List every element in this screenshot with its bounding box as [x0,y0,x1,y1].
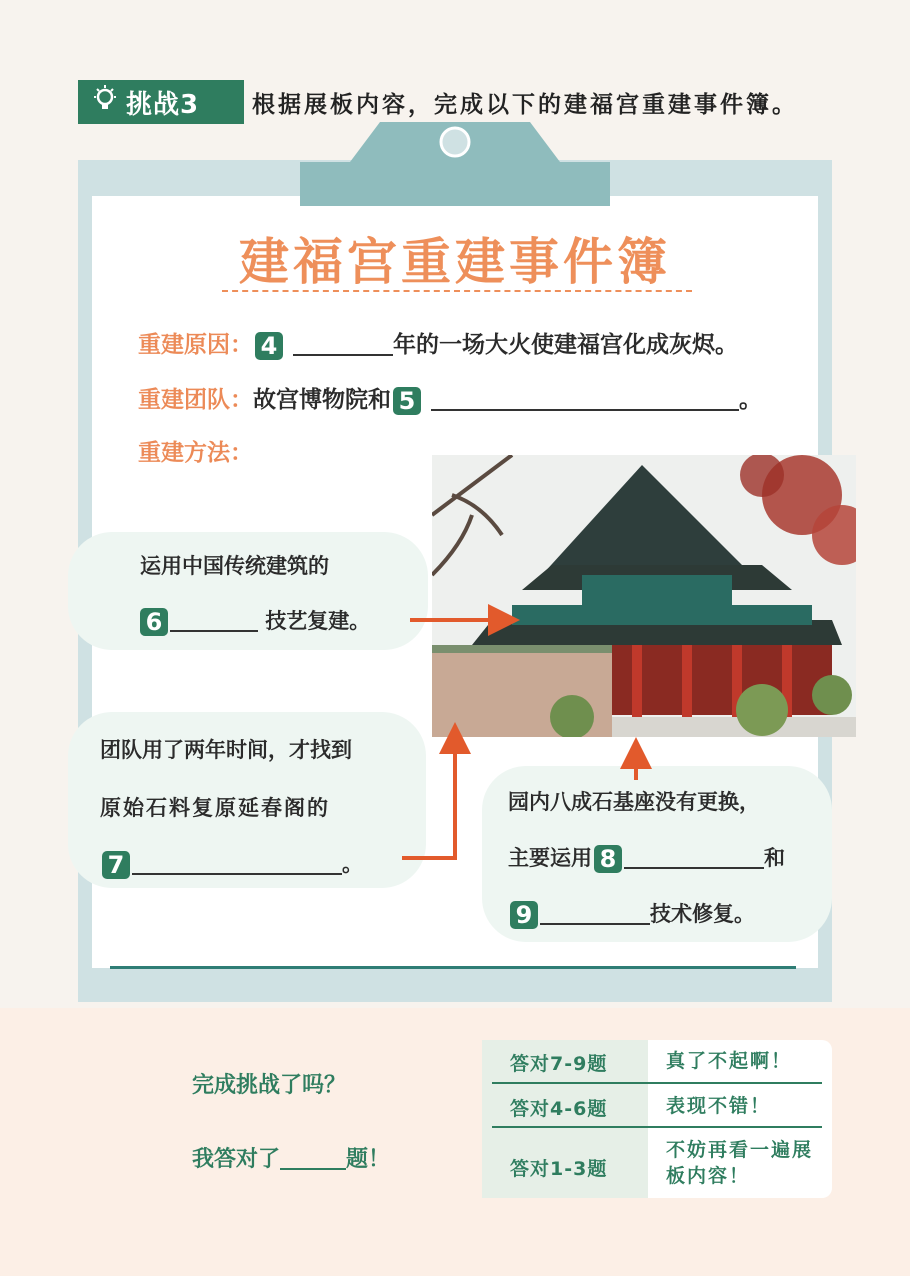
bubble2-line1: 团队用了两年时间，才找到 [100,738,352,762]
question-7-number: 7 [102,851,130,879]
team-label: 重建团队： [138,387,253,413]
question-prompt: 完成挑战了吗？ [192,1073,347,1098]
bubble2-line2: 原始石料复原延春阁的 [100,796,330,820]
reason-label: 重建原因： [138,332,253,358]
score-range-2: 答对4-6题 [510,1098,608,1120]
score-table-divider [492,1126,822,1128]
question-9-number: 9 [510,901,538,929]
bubble3-line2-text: 主要运用 [508,846,592,870]
score-comment-1: 真了不起啊！ [666,1050,793,1072]
score-range-1: 答对7-9题 [510,1053,608,1075]
bubble1-tail: 技艺复建。 [265,609,371,633]
instruction-text: 根据展板内容，完成以下的建福宫重建事件簿。 [252,92,798,118]
badge-label: 挑战3 [126,89,200,120]
bubble3-and: 和 [764,846,785,870]
team-text: 故宫博物院和 [253,387,391,413]
score-comment-3: 不妨再看一遍展板内容！ [666,1139,814,1187]
answer-blank[interactable] [280,1150,346,1170]
score-comment-2: 表现不错！ [666,1095,772,1117]
question-6-number: 6 [140,608,168,636]
bubble1-line1: 运用中国传统建筑的 [140,554,329,578]
answer-line [192,1142,390,1173]
team-period: 。 [739,387,763,413]
question-4-number: 4 [255,332,283,360]
question-5-number: 5 [393,387,421,415]
score-range-3: 答对1-3题 [510,1158,608,1180]
arrow-to-photo-2 [402,730,455,858]
question-8-number: 8 [594,845,622,873]
bubble3-line1: 园内八成石基座没有更换， [508,790,760,814]
method-label: 重建方法： [138,440,253,466]
bubble2-period: 。 [342,852,363,876]
score-table-divider [492,1082,822,1084]
reason-text: 年的一场大火使建福宫化成灰烬。 [393,332,739,358]
answer-post: 题！ [346,1147,391,1172]
page-title: 建福宫重建事件簿 [239,233,671,291]
answer-pre: 我答对了 [192,1147,281,1172]
bubble3-tail: 技术修复。 [650,902,755,926]
